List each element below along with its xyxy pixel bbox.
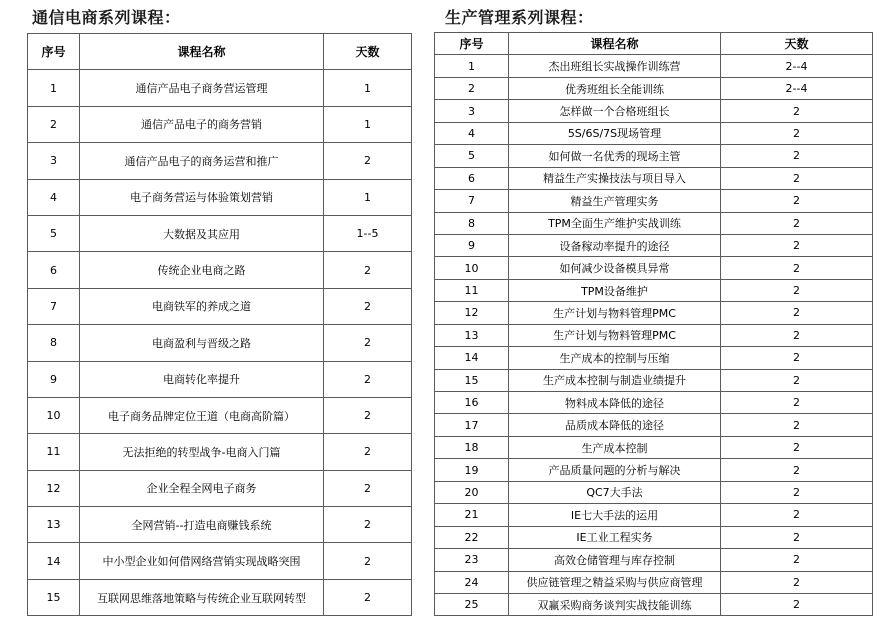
table-row (435, 257, 873, 279)
cell-days: 2 (324, 361, 412, 397)
cell-course-name: QC7大手法 (509, 481, 721, 503)
cell-number: 9 (28, 361, 80, 397)
cell-course-name: 杰出班组长实战操作训练营 (509, 55, 721, 77)
table-row (28, 106, 412, 142)
cell-number: 7 (435, 190, 509, 212)
table-row (435, 436, 873, 458)
telecom-ecommerce-section-title: 通信电商系列课程： (32, 8, 181, 27)
table-row (435, 77, 873, 99)
cell-number: 3 (435, 100, 509, 122)
cell-course-name: 通信产品电子商务营运管理 (80, 70, 324, 106)
cell-number: 7 (28, 288, 80, 324)
cell-days: 2 (324, 325, 412, 361)
table-row (435, 55, 873, 77)
cell-days: 2--4 (721, 55, 873, 77)
table-row (28, 288, 412, 324)
cell-course-name: 产品质量问题的分析与解决 (509, 459, 721, 481)
table-row (28, 397, 412, 433)
cell-days: 1 (324, 179, 412, 215)
cell-course-name: 高效仓储管理与库存控制 (509, 549, 721, 571)
cell-number: 8 (435, 212, 509, 234)
cell-course-name: 电子商务营运与体验策划营销 (80, 179, 324, 215)
cell-number: 24 (435, 571, 509, 593)
cell-number: 6 (28, 252, 80, 288)
cell-days: 1 (324, 70, 412, 106)
table-row (28, 361, 412, 397)
cell-course-name: 传统企业电商之路 (80, 252, 324, 288)
cell-days: 2 (721, 324, 873, 346)
table-row (435, 549, 873, 571)
cell-days: 2 (721, 167, 873, 189)
cell-number: 10 (28, 397, 80, 433)
table-row (435, 100, 873, 122)
table-row (435, 481, 873, 503)
cell-course-name: 如何做一名优秀的现场主管 (509, 145, 721, 167)
table-row (435, 526, 873, 548)
cell-number: 15 (435, 369, 509, 391)
table-row (435, 414, 873, 436)
cell-number: 17 (435, 414, 509, 436)
cell-days: 2 (721, 549, 873, 571)
table-row (28, 579, 412, 615)
table-row (435, 369, 873, 391)
table-row (28, 543, 412, 579)
cell-days: 2 (721, 122, 873, 144)
cell-number: 14 (28, 543, 80, 579)
cell-days: 2 (721, 459, 873, 481)
table-row (28, 215, 412, 251)
cell-days: 2 (721, 257, 873, 279)
table-row (28, 434, 412, 470)
column-header-course-name: 课程名称 (80, 34, 324, 70)
cell-days: 2 (324, 252, 412, 288)
cell-days: 2 (324, 507, 412, 543)
cell-course-name: 怎样做一个合格班组长 (509, 100, 721, 122)
cell-days: 2 (721, 414, 873, 436)
cell-days: 2--4 (721, 77, 873, 99)
cell-number: 18 (435, 436, 509, 458)
cell-number: 9 (435, 234, 509, 256)
cell-days: 2 (721, 302, 873, 324)
cell-course-name: 企业全程全网电子商务 (80, 470, 324, 506)
production-management-course-table (434, 32, 873, 616)
table-row (435, 324, 873, 346)
cell-course-name: 5S/6S/7S现场管理 (509, 122, 721, 144)
cell-course-name: 通信产品电子的商务营销 (80, 106, 324, 142)
table-row (435, 459, 873, 481)
table-row (435, 122, 873, 144)
column-header-course-name: 课程名称 (509, 33, 721, 55)
cell-number: 11 (28, 434, 80, 470)
table-row (435, 571, 873, 593)
cell-number: 6 (435, 167, 509, 189)
table-row (435, 234, 873, 256)
cell-course-name: 双赢采购商务谈判实战技能训练 (509, 593, 721, 615)
column-header-days: 天数 (324, 34, 412, 70)
cell-days: 2 (721, 234, 873, 256)
cell-course-name: 生产成本的控制与压缩 (509, 347, 721, 369)
cell-number: 16 (435, 392, 509, 414)
cell-days: 2 (721, 436, 873, 458)
cell-number: 13 (28, 507, 80, 543)
table-row (435, 167, 873, 189)
table-row (435, 145, 873, 167)
cell-number: 3 (28, 143, 80, 179)
cell-course-name: IE七大手法的运用 (509, 504, 721, 526)
cell-number: 1 (435, 55, 509, 77)
cell-days: 2 (721, 481, 873, 503)
cell-course-name: 中小型企业如何借网络营销实现战略突围 (80, 543, 324, 579)
table-row (435, 190, 873, 212)
column-header-days: 天数 (721, 33, 873, 55)
cell-course-name: 设备稼动率提升的途径 (509, 234, 721, 256)
cell-course-name: 生产成本控制 (509, 436, 721, 458)
table-row (28, 252, 412, 288)
cell-number: 2 (435, 77, 509, 99)
cell-course-name: 大数据及其应用 (80, 215, 324, 251)
cell-number: 8 (28, 325, 80, 361)
cell-number: 25 (435, 593, 509, 615)
cell-course-name: TPM全面生产维护实战训练 (509, 212, 721, 234)
cell-number: 10 (435, 257, 509, 279)
cell-course-name: 优秀班组长全能训练 (509, 77, 721, 99)
cell-number: 15 (28, 579, 80, 615)
table-row (28, 70, 412, 106)
cell-days: 2 (721, 347, 873, 369)
cell-number: 5 (435, 145, 509, 167)
cell-course-name: 电商铁军的养成之道 (80, 288, 324, 324)
cell-days: 2 (721, 392, 873, 414)
cell-number: 11 (435, 279, 509, 301)
cell-days: 2 (721, 526, 873, 548)
cell-days: 2 (721, 571, 873, 593)
table-row (435, 504, 873, 526)
cell-course-name: 生产成本控制与制造业绩提升 (509, 369, 721, 391)
cell-days: 2 (721, 212, 873, 234)
cell-days: 2 (721, 100, 873, 122)
cell-days: 2 (324, 470, 412, 506)
cell-days: 2 (324, 143, 412, 179)
table-row (28, 143, 412, 179)
cell-course-name: IE工业工程实务 (509, 526, 721, 548)
cell-number: 4 (28, 179, 80, 215)
cell-course-name: 全网营销--打造电商赚钱系统 (80, 507, 324, 543)
cell-number: 20 (435, 481, 509, 503)
table-row (435, 347, 873, 369)
cell-course-name: 生产计划与物料管理PMC (509, 302, 721, 324)
cell-days: 2 (721, 593, 873, 615)
production-management-section-title: 生产管理系列课程： (445, 8, 594, 27)
cell-number: 21 (435, 504, 509, 526)
cell-course-name: 通信产品电子的商务运营和推广 (80, 143, 324, 179)
table-row (435, 593, 873, 615)
cell-number: 1 (28, 70, 80, 106)
cell-number: 13 (435, 324, 509, 346)
cell-number: 22 (435, 526, 509, 548)
cell-days: 2 (721, 369, 873, 391)
cell-number: 19 (435, 459, 509, 481)
table-row (435, 212, 873, 234)
table-body (435, 55, 873, 616)
cell-course-name: 电商盈利与晋级之路 (80, 325, 324, 361)
cell-course-name: 精益生产管理实务 (509, 190, 721, 212)
table-row (435, 302, 873, 324)
table-row (435, 279, 873, 301)
cell-course-name: 供应链管理之精益采购与供应商管理 (509, 571, 721, 593)
table-body (28, 70, 412, 616)
cell-days: 2 (324, 288, 412, 324)
table-header-row (28, 34, 412, 70)
table-row (28, 507, 412, 543)
cell-days: 1 (324, 106, 412, 142)
cell-number: 23 (435, 549, 509, 571)
cell-number: 4 (435, 122, 509, 144)
table-row (435, 392, 873, 414)
cell-days: 2 (324, 543, 412, 579)
cell-number: 5 (28, 215, 80, 251)
cell-course-name: TPM设备维护 (509, 279, 721, 301)
telecom-ecommerce-course-table (27, 33, 412, 616)
cell-course-name: 品质成本降低的途径 (509, 414, 721, 436)
cell-days: 2 (721, 504, 873, 526)
table-row (28, 325, 412, 361)
cell-course-name: 如何减少设备模具异常 (509, 257, 721, 279)
cell-course-name: 物料成本降低的途径 (509, 392, 721, 414)
cell-course-name: 电商转化率提升 (80, 361, 324, 397)
cell-course-name: 互联网思维落地策略与传统企业互联网转型 (80, 579, 324, 615)
cell-days: 2 (721, 145, 873, 167)
cell-days: 2 (721, 279, 873, 301)
cell-days: 2 (324, 397, 412, 433)
cell-days: 1--5 (324, 215, 412, 251)
column-header-number: 序号 (435, 33, 509, 55)
cell-days: 2 (324, 579, 412, 615)
table-row (28, 470, 412, 506)
cell-number: 12 (435, 302, 509, 324)
cell-number: 14 (435, 347, 509, 369)
cell-course-name: 生产计划与物料管理PMC (509, 324, 721, 346)
cell-days: 2 (721, 190, 873, 212)
cell-course-name: 电子商务品牌定位王道（电商高阶篇） (80, 397, 324, 433)
cell-course-name: 无法拒绝的转型战争-电商入门篇 (80, 434, 324, 470)
column-header-number: 序号 (28, 34, 80, 70)
cell-course-name: 精益生产实操技法与项目导入 (509, 167, 721, 189)
cell-number: 2 (28, 106, 80, 142)
table-row (28, 179, 412, 215)
cell-days: 2 (324, 434, 412, 470)
table-header-row (435, 33, 873, 55)
cell-number: 12 (28, 470, 80, 506)
